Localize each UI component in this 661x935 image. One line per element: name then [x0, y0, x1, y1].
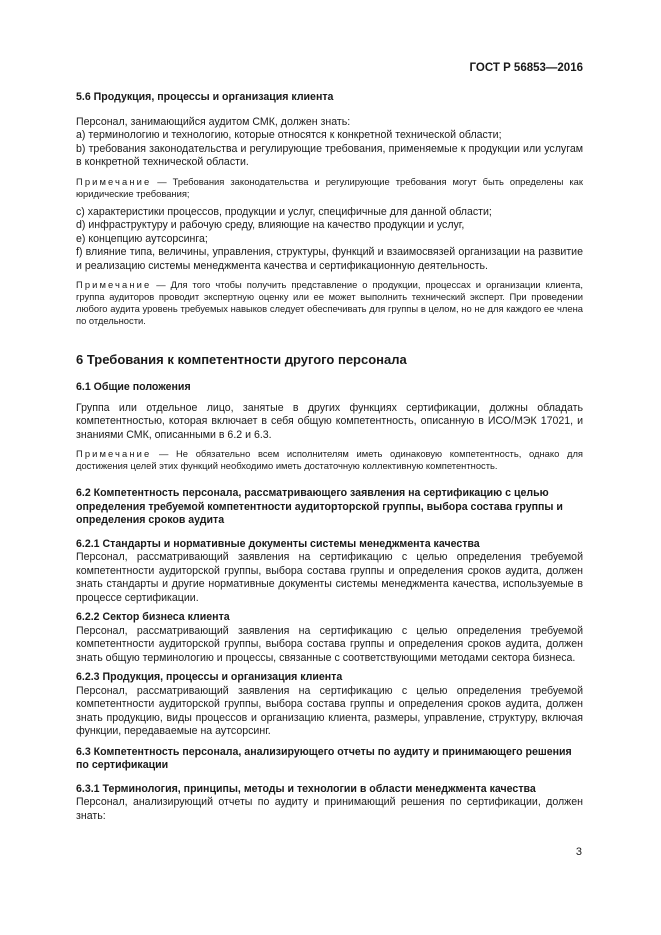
section-6-2-heading: 6.2 Компетентность персонала, рассматривающего заявления на сертификацию с целью определения требуемой компетентности аудиторторской группы, выбора состава группы и определения сроков аудита: [76, 487, 563, 527]
item-c: c) характеристики процессов, продукции и услуг, специфичные для данной области;: [76, 205, 492, 218]
standard-designation: ГОСТ Р 56853—2016: [469, 62, 583, 74]
section-6-1-note-text: — Не обязательно всем исполнителям иметь одинаковую компетентность, однако для достижения целей этих функций необходимо иметь достаточную коллективную компетентность.: [76, 448, 583, 472]
note-2: [76, 279, 583, 327]
item-b: b) требования законодательства и регулирующие требования, применяемые к продукции или услугам в конкретной технической области.: [76, 142, 583, 168]
note-2-label: Примечание: [76, 279, 152, 291]
section-6-2-1-heading: 6.2.1 Стандарты и нормативные документы системы менеджмента качества: [76, 537, 480, 550]
page-content: [76, 91, 583, 823]
section-6-1-note: [76, 448, 583, 472]
section-6-3-heading: 6.3 Компетентность персонала, анализирующего отчеты по аудиту и принимающего решения по сертификации: [76, 745, 572, 772]
section-6-1-text: Группа или отдельное лицо, занятые в других функциях сертификации, должны обладать компетентностью, которая включает в себя общую компетентность, описанную в ИСО/МЭК 17021, и знаниями СМК, описанными в 6.2 и 6.3.: [76, 401, 583, 441]
page-number: 3: [575, 846, 582, 858]
section-6-3-1-text: Персонал, анализирующий отчеты по аудиту и принимающий решения по сертификации, должен знать:: [76, 796, 583, 822]
section-6-2-2-heading: 6.2.2 Сектор бизнеса клиента: [76, 611, 230, 624]
section-6-1-heading: 6.1 Общие положения: [76, 381, 191, 394]
note-1-text: — Требования законодательства и регулирующие требования могут быть определены как юридические требования;: [76, 175, 583, 199]
section-6-2-3-heading: 6.2.3 Продукция, процессы и организация клиента: [76, 671, 343, 684]
note-1-label: Примечание: [76, 175, 152, 187]
section-5-6-heading: 5.6 Продукция, процессы и организация клиента: [76, 91, 334, 103]
item-d: d) инфраструктуру и рабочую среду, влияющие на качество продукции и услуг,: [76, 219, 465, 232]
section-6-1-note-label: Примечание: [76, 448, 152, 460]
section-6-2-3-text: Персонал, рассматривающий заявления на сертификацию с целью определения требуемой компетентности аудиторской группы, выбора состава группы и определения сроков аудита, должен знать продукцию, виды процессов и организацию клиента, размеры, управление, структуру, включая функции, передаваемые на аутсорсинг.: [76, 684, 583, 738]
section-5-6-intro: Персонал, занимающийся аудитом СМК, должен знать:: [76, 115, 351, 128]
section-6-2-2-text: Персонал, рассматривающий заявления на сертификацию с целью определения требуемой компетентности аудиторской группы, выбора состава группы и определения сроков аудита, должен знать общую терминологию и процессы, связанные с соответствующими методами сектора бизнеса.: [76, 624, 583, 664]
section-6-heading: 6 Требования к компетентности другого персонала: [76, 351, 407, 367]
item-e: e) концепцию аутсорсинга;: [76, 232, 208, 245]
section-6-3-1-heading: 6.3.1 Терминология, принципы, методы и технологии в области менеджмента качества: [76, 782, 536, 795]
section-6-2-1-text: Персонал, рассматривающий заявления на сертификацию с целью определения требуемой компетентности аудиторской группы, выбора состава группы и определения сроков аудита, должен знать стандарты и другие нормативные документы системы менеджмента качества, используемые в процессе сертификации.: [76, 551, 583, 604]
item-a: a) терминологию и технологию, которые относятся к конкретной технической области;: [76, 129, 502, 141]
note-2-text: — Для того чтобы получить представление о продукции, процессах и организации клиента, группа аудиторов проводит экспертную оценку или ее может выполнить технический эксперт. При проведении любого аудита уровень требуемых навыков следует обеспечивать для группы в целом, но не для каждого ее члена по отдельности.: [76, 279, 583, 327]
item-f: f) влияние типа, величины, управления, структуры, функций и взаимосвязей организации на развитие и реализацию системы менеджмента качества и сертификационную деятельность.: [76, 246, 583, 272]
note-1: [76, 176, 583, 200]
